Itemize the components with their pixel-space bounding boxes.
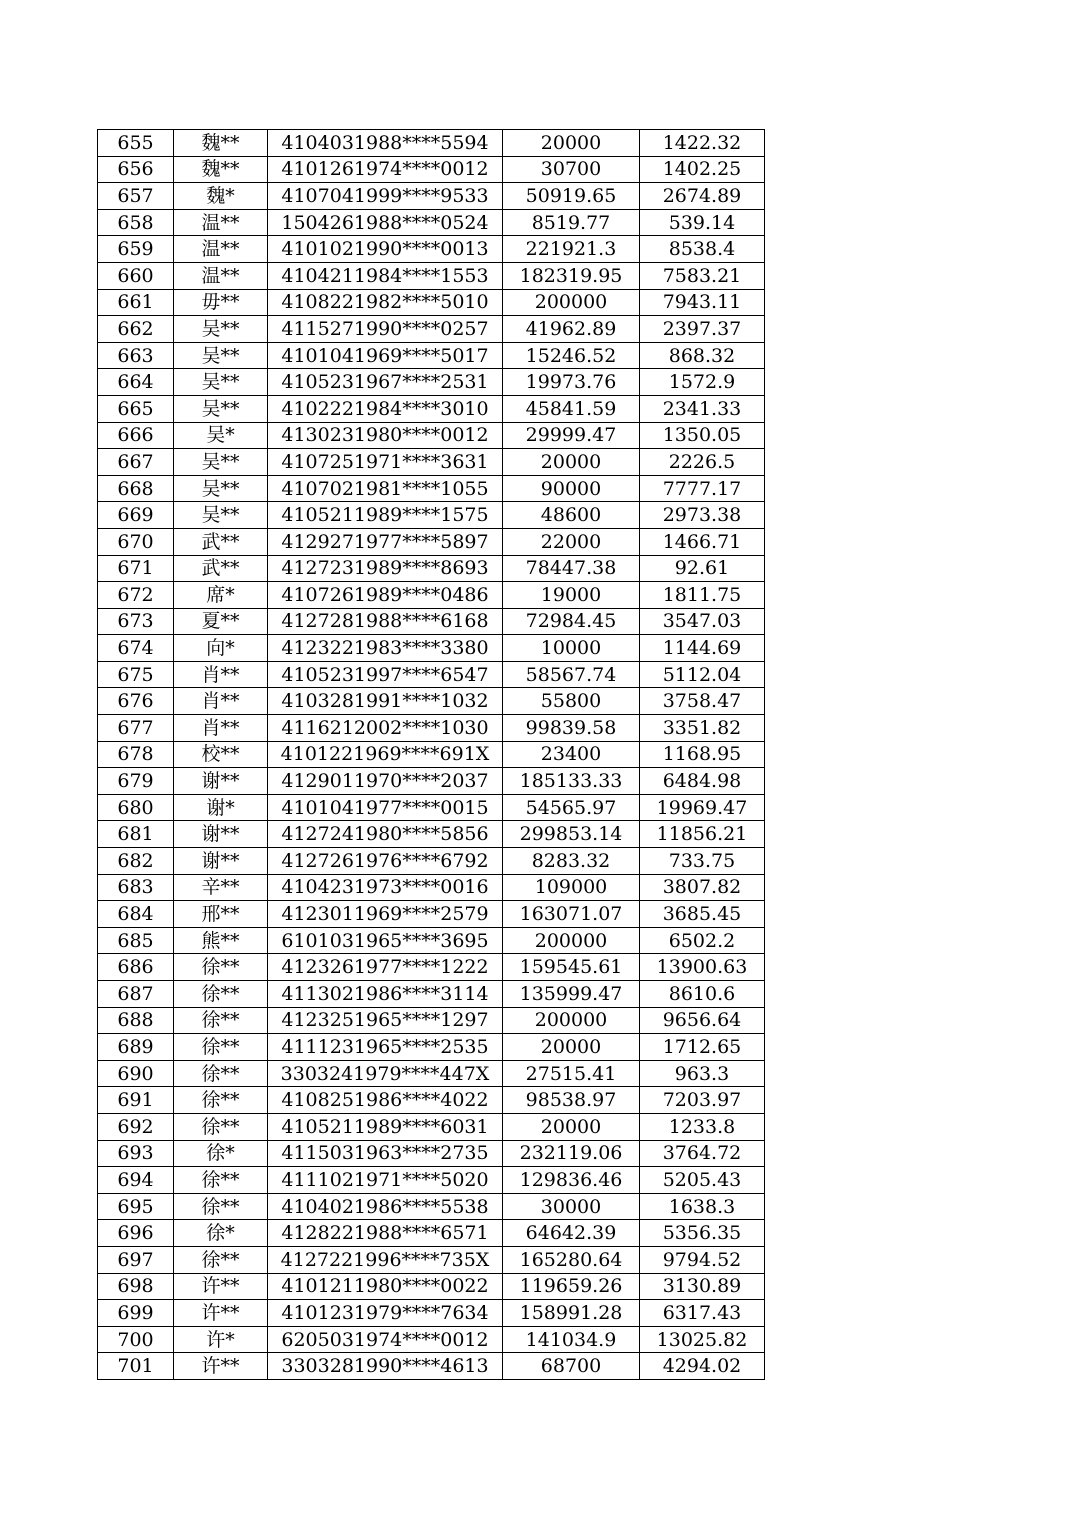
name-cell: 温** <box>174 262 268 289</box>
table-row <box>98 395 765 422</box>
name-cell: 许** <box>174 1273 268 1300</box>
amount-cell: 54565.97 <box>503 794 640 821</box>
row-number-cell: 692 <box>98 1113 174 1140</box>
amount-cell: 68700 <box>503 1353 640 1380</box>
interest-cell: 2341.33 <box>640 395 765 422</box>
interest-cell: 9794.52 <box>640 1246 765 1273</box>
amount-cell: 22000 <box>503 528 640 555</box>
interest-cell: 6484.98 <box>640 768 765 795</box>
interest-cell: 7583.21 <box>640 262 765 289</box>
table-row <box>98 236 765 263</box>
name-cell: 向* <box>174 635 268 662</box>
name-cell: 温** <box>174 209 268 236</box>
id-number-cell: 4115031963****2735 <box>268 1140 503 1167</box>
row-number-cell: 659 <box>98 236 174 263</box>
name-cell: 熊** <box>174 927 268 954</box>
row-number-cell: 660 <box>98 262 174 289</box>
name-cell: 夏** <box>174 608 268 635</box>
table-row <box>98 848 765 875</box>
amount-cell: 8519.77 <box>503 209 640 236</box>
interest-cell: 8538.4 <box>640 236 765 263</box>
name-cell: 徐** <box>174 954 268 981</box>
id-number-cell: 4101221969****691X <box>268 741 503 768</box>
amount-cell: 165280.64 <box>503 1246 640 1273</box>
table-row <box>98 608 765 635</box>
table-row <box>98 1060 765 1087</box>
table-row <box>98 342 765 369</box>
interest-cell: 1144.69 <box>640 635 765 662</box>
name-cell: 谢** <box>174 821 268 848</box>
id-number-cell: 4104211984****1553 <box>268 262 503 289</box>
table-row <box>98 1167 765 1194</box>
interest-cell: 7777.17 <box>640 475 765 502</box>
name-cell: 许** <box>174 1300 268 1327</box>
name-cell: 徐** <box>174 1113 268 1140</box>
interest-cell: 1233.8 <box>640 1113 765 1140</box>
interest-cell: 3130.89 <box>640 1273 765 1300</box>
row-number-cell: 697 <box>98 1246 174 1273</box>
id-number-cell: 4105211989****6031 <box>268 1113 503 1140</box>
interest-cell: 9656.64 <box>640 1007 765 1034</box>
name-cell: 吴* <box>174 422 268 449</box>
name-cell: 吴** <box>174 316 268 343</box>
name-cell: 武** <box>174 528 268 555</box>
table-row <box>98 582 765 609</box>
id-number-cell: 4101231979****7634 <box>268 1300 503 1327</box>
id-number-cell: 4107021981****1055 <box>268 475 503 502</box>
amount-cell: 20000 <box>503 1034 640 1061</box>
name-cell: 肖** <box>174 688 268 715</box>
amount-cell: 200000 <box>503 289 640 316</box>
table-row <box>98 794 765 821</box>
interest-cell: 1350.05 <box>640 422 765 449</box>
row-number-cell: 664 <box>98 369 174 396</box>
amount-cell: 29999.47 <box>503 422 640 449</box>
name-cell: 肖** <box>174 715 268 742</box>
name-cell: 吴** <box>174 502 268 529</box>
interest-cell: 733.75 <box>640 848 765 875</box>
row-number-cell: 674 <box>98 635 174 662</box>
id-number-cell: 6205031974****0012 <box>268 1326 503 1353</box>
table-row <box>98 1246 765 1273</box>
amount-cell: 185133.33 <box>503 768 640 795</box>
interest-cell: 13025.82 <box>640 1326 765 1353</box>
row-number-cell: 696 <box>98 1220 174 1247</box>
amount-cell: 221921.3 <box>503 236 640 263</box>
id-number-cell: 4105211989****1575 <box>268 502 503 529</box>
row-number-cell: 693 <box>98 1140 174 1167</box>
id-number-cell: 4129011970****2037 <box>268 768 503 795</box>
row-number-cell: 690 <box>98 1060 174 1087</box>
name-cell: 徐** <box>174 1007 268 1034</box>
row-number-cell: 699 <box>98 1300 174 1327</box>
id-number-cell: 4105231967****2531 <box>268 369 503 396</box>
table-row <box>98 422 765 449</box>
amount-cell: 64642.39 <box>503 1220 640 1247</box>
table-row <box>98 715 765 742</box>
row-number-cell: 682 <box>98 848 174 875</box>
table-row <box>98 369 765 396</box>
name-cell: 毋** <box>174 289 268 316</box>
amount-cell: 200000 <box>503 1007 640 1034</box>
row-number-cell: 685 <box>98 927 174 954</box>
interest-cell: 3547.03 <box>640 608 765 635</box>
amount-cell: 20000 <box>503 130 640 157</box>
interest-cell: 1638.3 <box>640 1193 765 1220</box>
table-row <box>98 475 765 502</box>
id-number-cell: 6101031965****3695 <box>268 927 503 954</box>
amount-cell: 141034.9 <box>503 1326 640 1353</box>
table-row <box>98 1034 765 1061</box>
interest-cell: 1712.65 <box>640 1034 765 1061</box>
row-number-cell: 681 <box>98 821 174 848</box>
id-number-cell: 3303241979****447X <box>268 1060 503 1087</box>
interest-cell: 13900.63 <box>640 954 765 981</box>
name-cell: 温** <box>174 236 268 263</box>
id-number-cell: 4113021986****3114 <box>268 981 503 1008</box>
amount-cell: 41962.89 <box>503 316 640 343</box>
interest-cell: 6317.43 <box>640 1300 765 1327</box>
row-number-cell: 688 <box>98 1007 174 1034</box>
table-row <box>98 954 765 981</box>
interest-cell: 8610.6 <box>640 981 765 1008</box>
name-cell: 徐** <box>174 1167 268 1194</box>
table-row <box>98 449 765 476</box>
table-row <box>98 1326 765 1353</box>
interest-cell: 1811.75 <box>640 582 765 609</box>
interest-cell: 2397.37 <box>640 316 765 343</box>
amount-cell: 158991.28 <box>503 1300 640 1327</box>
interest-cell: 5205.43 <box>640 1167 765 1194</box>
name-cell: 徐** <box>174 1060 268 1087</box>
name-cell: 谢** <box>174 848 268 875</box>
interest-cell: 539.14 <box>640 209 765 236</box>
id-number-cell: 3303281990****4613 <box>268 1353 503 1380</box>
name-cell: 邢** <box>174 901 268 928</box>
row-number-cell: 678 <box>98 741 174 768</box>
amount-cell: 15246.52 <box>503 342 640 369</box>
amount-cell: 182319.95 <box>503 262 640 289</box>
row-number-cell: 669 <box>98 502 174 529</box>
row-number-cell: 655 <box>98 130 174 157</box>
table-row <box>98 1300 765 1327</box>
row-number-cell: 677 <box>98 715 174 742</box>
table-row <box>98 1193 765 1220</box>
name-cell: 魏* <box>174 183 268 210</box>
table-row <box>98 209 765 236</box>
table-row <box>98 927 765 954</box>
interest-cell: 963.3 <box>640 1060 765 1087</box>
row-number-cell: 665 <box>98 395 174 422</box>
name-cell: 谢** <box>174 768 268 795</box>
name-cell: 徐* <box>174 1220 268 1247</box>
amount-cell: 200000 <box>503 927 640 954</box>
amount-cell: 19000 <box>503 582 640 609</box>
amount-cell: 119659.26 <box>503 1273 640 1300</box>
id-number-cell: 4123251965****1297 <box>268 1007 503 1034</box>
id-number-cell: 4103281991****1032 <box>268 688 503 715</box>
amount-cell: 27515.41 <box>503 1060 640 1087</box>
id-number-cell: 4123011969****2579 <box>268 901 503 928</box>
row-number-cell: 675 <box>98 661 174 688</box>
id-number-cell: 4107261989****0486 <box>268 582 503 609</box>
table-row <box>98 130 765 157</box>
row-number-cell: 694 <box>98 1167 174 1194</box>
interest-cell: 7943.11 <box>640 289 765 316</box>
amount-cell: 78447.38 <box>503 555 640 582</box>
row-number-cell: 658 <box>98 209 174 236</box>
id-number-cell: 4101021990****0013 <box>268 236 503 263</box>
amount-cell: 98538.97 <box>503 1087 640 1114</box>
row-number-cell: 657 <box>98 183 174 210</box>
table-row <box>98 528 765 555</box>
interest-cell: 5112.04 <box>640 661 765 688</box>
amount-cell: 45841.59 <box>503 395 640 422</box>
interest-cell: 5356.35 <box>640 1220 765 1247</box>
row-number-cell: 700 <box>98 1326 174 1353</box>
name-cell: 武** <box>174 555 268 582</box>
interest-cell: 3807.82 <box>640 874 765 901</box>
interest-cell: 2973.38 <box>640 502 765 529</box>
interest-cell: 7203.97 <box>640 1087 765 1114</box>
row-number-cell: 691 <box>98 1087 174 1114</box>
name-cell: 徐** <box>174 1246 268 1273</box>
row-number-cell: 656 <box>98 156 174 183</box>
amount-cell: 90000 <box>503 475 640 502</box>
amount-cell: 23400 <box>503 741 640 768</box>
name-cell: 吴** <box>174 395 268 422</box>
row-number-cell: 673 <box>98 608 174 635</box>
id-number-cell: 4127221996****735X <box>268 1246 503 1273</box>
interest-cell: 3758.47 <box>640 688 765 715</box>
amount-cell: 72984.45 <box>503 608 640 635</box>
name-cell: 徐** <box>174 1193 268 1220</box>
row-number-cell: 689 <box>98 1034 174 1061</box>
name-cell: 吴** <box>174 449 268 476</box>
id-number-cell: 4105231997****6547 <box>268 661 503 688</box>
id-number-cell: 4129271977****5897 <box>268 528 503 555</box>
amount-cell: 163071.07 <box>503 901 640 928</box>
interest-cell: 19969.47 <box>640 794 765 821</box>
id-number-cell: 4107041999****9533 <box>268 183 503 210</box>
id-number-cell: 4127281988****6168 <box>268 608 503 635</box>
row-number-cell: 698 <box>98 1273 174 1300</box>
id-number-cell: 4111021971****5020 <box>268 1167 503 1194</box>
id-number-cell: 4104031988****5594 <box>268 130 503 157</box>
id-number-cell: 4108251986****4022 <box>268 1087 503 1114</box>
amount-cell: 109000 <box>503 874 640 901</box>
id-number-cell: 4104231973****0016 <box>268 874 503 901</box>
row-number-cell: 684 <box>98 901 174 928</box>
id-number-cell: 4123261977****1222 <box>268 954 503 981</box>
table-row <box>98 1353 765 1380</box>
interest-cell: 868.32 <box>640 342 765 369</box>
amount-cell: 299853.14 <box>503 821 640 848</box>
records-table <box>97 129 765 1380</box>
name-cell: 辛** <box>174 874 268 901</box>
row-number-cell: 663 <box>98 342 174 369</box>
interest-cell: 6502.2 <box>640 927 765 954</box>
table-row <box>98 183 765 210</box>
name-cell: 席* <box>174 582 268 609</box>
table-row <box>98 289 765 316</box>
name-cell: 魏** <box>174 130 268 157</box>
id-number-cell: 4101041977****0015 <box>268 794 503 821</box>
id-number-cell: 4115271990****0257 <box>268 316 503 343</box>
interest-cell: 4294.02 <box>640 1353 765 1380</box>
interest-cell: 2674.89 <box>640 183 765 210</box>
interest-cell: 1168.95 <box>640 741 765 768</box>
row-number-cell: 676 <box>98 688 174 715</box>
table-row <box>98 1007 765 1034</box>
amount-cell: 19973.76 <box>503 369 640 396</box>
interest-cell: 11856.21 <box>640 821 765 848</box>
name-cell: 校** <box>174 741 268 768</box>
name-cell: 肖** <box>174 661 268 688</box>
name-cell: 许** <box>174 1353 268 1380</box>
table-row <box>98 1087 765 1114</box>
name-cell: 徐** <box>174 1034 268 1061</box>
interest-cell: 1422.32 <box>640 130 765 157</box>
id-number-cell: 4104021986****5538 <box>268 1193 503 1220</box>
row-number-cell: 683 <box>98 874 174 901</box>
id-number-cell: 4127241980****5856 <box>268 821 503 848</box>
id-number-cell: 4101211980****0022 <box>268 1273 503 1300</box>
row-number-cell: 701 <box>98 1353 174 1380</box>
table-row <box>98 1140 765 1167</box>
row-number-cell: 668 <box>98 475 174 502</box>
name-cell: 徐** <box>174 981 268 1008</box>
id-number-cell: 1504261988****0524 <box>268 209 503 236</box>
row-number-cell: 662 <box>98 316 174 343</box>
name-cell: 谢* <box>174 794 268 821</box>
interest-cell: 3685.45 <box>640 901 765 928</box>
table-row <box>98 156 765 183</box>
amount-cell: 58567.74 <box>503 661 640 688</box>
table-row <box>98 768 765 795</box>
amount-cell: 99839.58 <box>503 715 640 742</box>
row-number-cell: 680 <box>98 794 174 821</box>
id-number-cell: 4127231989****8693 <box>268 555 503 582</box>
amount-cell: 50919.65 <box>503 183 640 210</box>
table-row <box>98 1113 765 1140</box>
id-number-cell: 4107251971****3631 <box>268 449 503 476</box>
table-row <box>98 262 765 289</box>
amount-cell: 48600 <box>503 502 640 529</box>
table-row <box>98 741 765 768</box>
amount-cell: 20000 <box>503 449 640 476</box>
table-row <box>98 981 765 1008</box>
id-number-cell: 4128221988****6571 <box>268 1220 503 1247</box>
interest-cell: 3764.72 <box>640 1140 765 1167</box>
row-number-cell: 666 <box>98 422 174 449</box>
row-number-cell: 679 <box>98 768 174 795</box>
row-number-cell: 672 <box>98 582 174 609</box>
name-cell: 徐* <box>174 1140 268 1167</box>
id-number-cell: 4102221984****3010 <box>268 395 503 422</box>
interest-cell: 1402.25 <box>640 156 765 183</box>
id-number-cell: 4101041969****5017 <box>268 342 503 369</box>
name-cell: 魏** <box>174 156 268 183</box>
name-cell: 徐** <box>174 1087 268 1114</box>
table-row <box>98 1273 765 1300</box>
amount-cell: 159545.61 <box>503 954 640 981</box>
table-row <box>98 901 765 928</box>
interest-cell: 3351.82 <box>640 715 765 742</box>
amount-cell: 30700 <box>503 156 640 183</box>
name-cell: 吴** <box>174 342 268 369</box>
interest-cell: 92.61 <box>640 555 765 582</box>
amount-cell: 135999.47 <box>503 981 640 1008</box>
amount-cell: 129836.46 <box>503 1167 640 1194</box>
row-number-cell: 686 <box>98 954 174 981</box>
row-number-cell: 695 <box>98 1193 174 1220</box>
table-row <box>98 502 765 529</box>
interest-cell: 1466.71 <box>640 528 765 555</box>
records-table-body <box>98 130 765 1380</box>
amount-cell: 8283.32 <box>503 848 640 875</box>
amount-cell: 10000 <box>503 635 640 662</box>
table-row <box>98 688 765 715</box>
id-number-cell: 4130231980****0012 <box>268 422 503 449</box>
row-number-cell: 670 <box>98 528 174 555</box>
id-number-cell: 4108221982****5010 <box>268 289 503 316</box>
amount-cell: 20000 <box>503 1113 640 1140</box>
name-cell: 吴** <box>174 475 268 502</box>
amount-cell: 30000 <box>503 1193 640 1220</box>
id-number-cell: 4111231965****2535 <box>268 1034 503 1061</box>
id-number-cell: 4123221983****3380 <box>268 635 503 662</box>
amount-cell: 55800 <box>503 688 640 715</box>
table-row <box>98 661 765 688</box>
id-number-cell: 4127261976****6792 <box>268 848 503 875</box>
table-row <box>98 635 765 662</box>
row-number-cell: 667 <box>98 449 174 476</box>
name-cell: 许* <box>174 1326 268 1353</box>
interest-cell: 1572.9 <box>640 369 765 396</box>
row-number-cell: 687 <box>98 981 174 1008</box>
table-row <box>98 555 765 582</box>
interest-cell: 2226.5 <box>640 449 765 476</box>
table-row <box>98 316 765 343</box>
amount-cell: 232119.06 <box>503 1140 640 1167</box>
id-number-cell: 4116212002****1030 <box>268 715 503 742</box>
name-cell: 吴** <box>174 369 268 396</box>
table-row <box>98 1220 765 1247</box>
id-number-cell: 4101261974****0012 <box>268 156 503 183</box>
table-row <box>98 874 765 901</box>
row-number-cell: 671 <box>98 555 174 582</box>
table-row <box>98 821 765 848</box>
row-number-cell: 661 <box>98 289 174 316</box>
